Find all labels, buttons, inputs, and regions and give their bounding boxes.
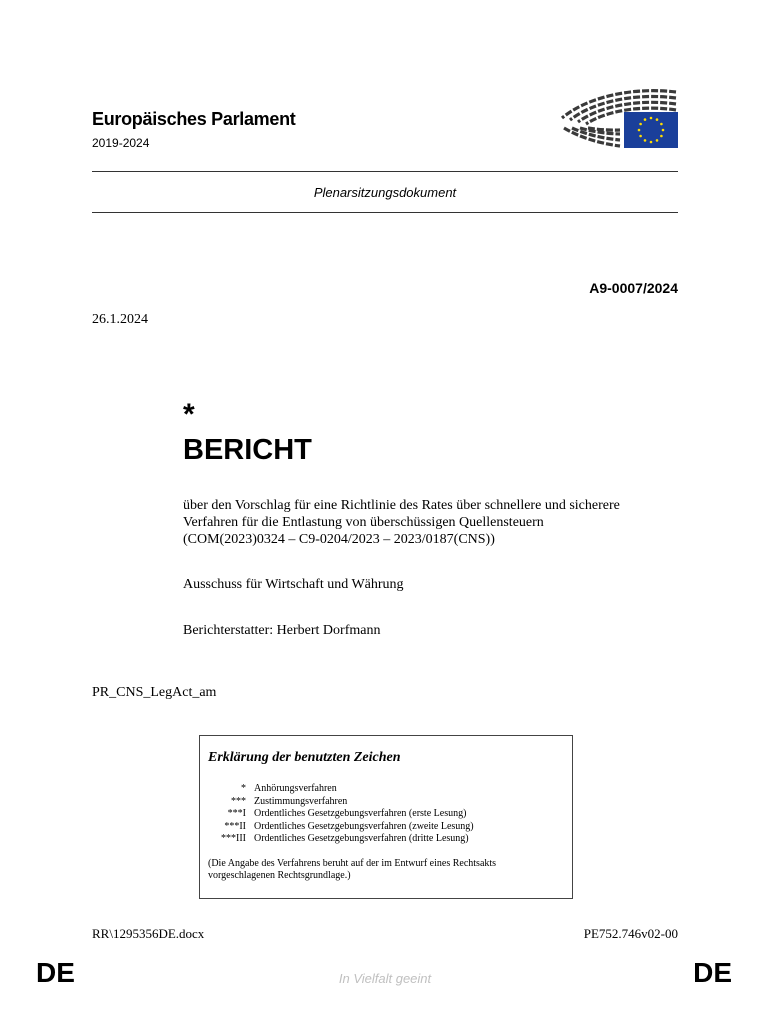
legend-row: [208, 833, 474, 846]
document-title: BERICHT: [183, 434, 312, 466]
symbols-legend-box: [199, 735, 573, 899]
legend-row: [208, 796, 474, 809]
legend-row: [208, 808, 474, 821]
legend-row: [208, 783, 474, 796]
template-code: PR_CNS_LegAct_am: [92, 685, 217, 700]
legend-row: [208, 821, 474, 834]
rapporteur: Berichterstatter: Herbert Dorfmann: [183, 623, 381, 638]
legend-note: [208, 858, 568, 882]
organization-name: Europäisches Parlament: [92, 109, 296, 129]
legend-symbol: ***II: [224, 820, 246, 832]
header-divider-top: [92, 171, 678, 172]
legend-text: Ordentliches Gesetzgebungsverfahren (zweite Lesung): [254, 820, 474, 832]
legend-text: Anhörungsverfahren: [254, 783, 337, 794]
language-code-left: DE: [36, 957, 75, 988]
legend-title: Erklärung der benutzten Zeichen: [208, 750, 401, 765]
footer-motto: In Vielfalt geeint: [338, 971, 432, 986]
legend-symbol: ***: [231, 795, 246, 807]
legend-note-line: vorgeschlagenen Rechtsgrundlage.): [208, 870, 351, 881]
parliamentary-term: 2019-2024: [92, 136, 150, 150]
legend-symbol: *: [241, 783, 246, 794]
legend-text: Ordentliches Gesetzgebungsverfahren (erste Lesung): [254, 808, 467, 819]
subject-line: (COM(2023)0324 – C9-0204/2023 – 2023/0187(CNS)): [183, 532, 495, 547]
legend-symbol: ***I: [227, 808, 246, 819]
european-parliament-logo: [558, 84, 680, 150]
header-divider-bottom: [92, 212, 678, 213]
document-type: Plenarsitzungsdokument: [313, 185, 457, 200]
legend-list: [208, 783, 474, 846]
legend-text: Ordentliches Gesetzgebungsverfahren (dritte Lesung): [254, 833, 469, 844]
legend-text: Zustimmungsverfahren: [254, 795, 348, 807]
procedure-mark: *: [183, 398, 195, 431]
reference-number: A9-0007/2024: [589, 280, 678, 296]
subject-line: über den Vorschlag für eine Richtlinie des Rates über schnellere und sicherere: [183, 498, 620, 513]
footer-file-name: RR\1295356DE.docx: [92, 926, 205, 941]
committee-name: Ausschuss für Wirtschaft und Währung: [183, 577, 404, 592]
document-date: 26.1.2024: [92, 312, 148, 327]
legend-symbol: ***III: [221, 833, 246, 844]
legend-note-line: (Die Angabe des Verfahrens beruht auf der im Entwurf eines Rechtsakts: [208, 858, 497, 869]
footer-pe-number: PE752.746v02-00: [583, 926, 678, 941]
subject-line: Verfahren für die Entlastung von überschüssigen Quellensteuern: [183, 515, 544, 530]
report-subject: [183, 497, 683, 548]
language-code-right: DE: [693, 957, 732, 988]
